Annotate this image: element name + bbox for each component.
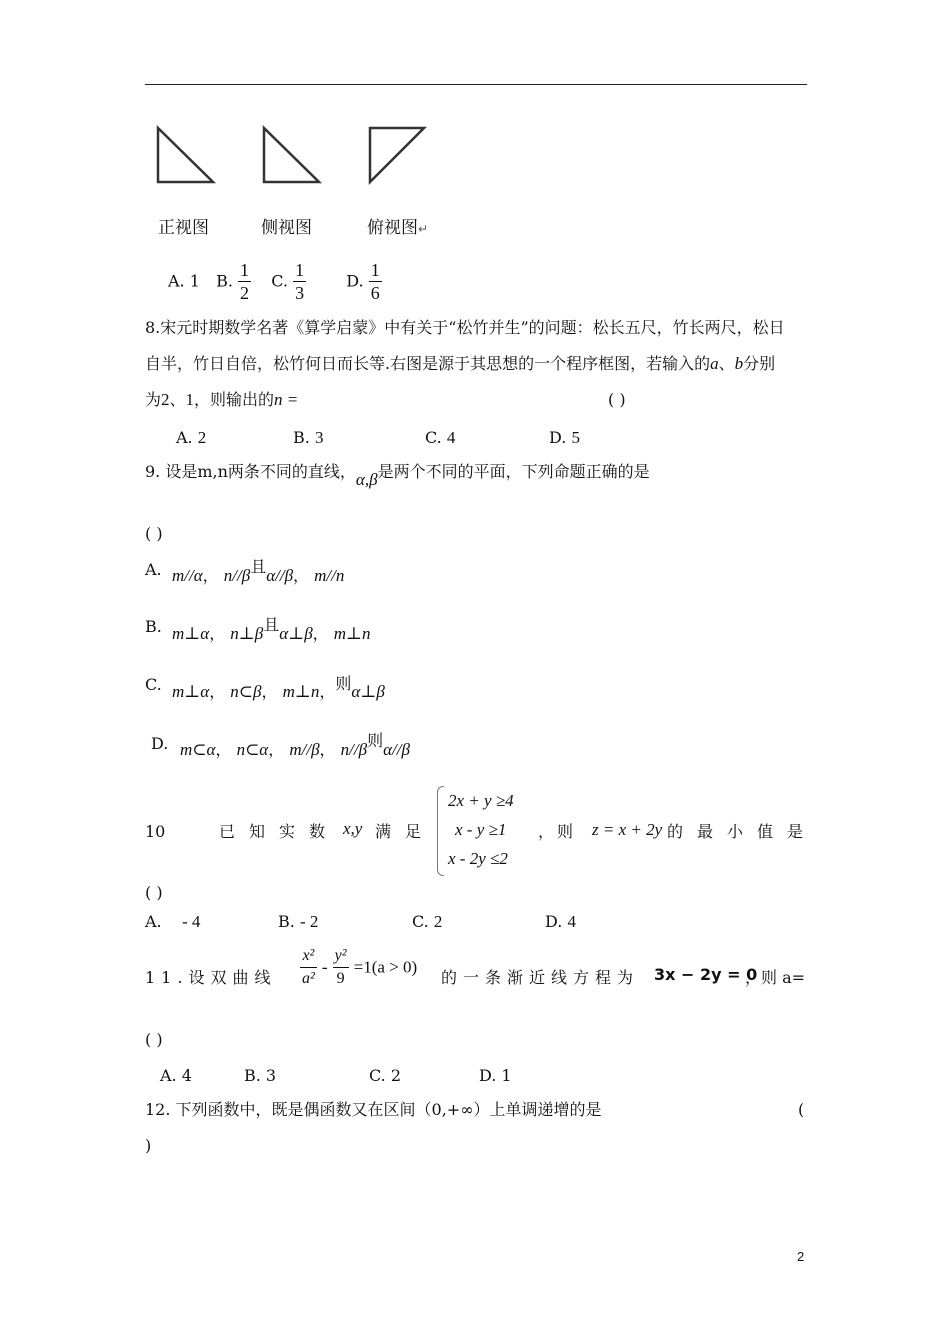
- q8-option-a: A. 2: [176, 428, 207, 447]
- q11-stem-a: 11.设双曲线: [145, 968, 277, 987]
- q10-option-c: C. 2: [412, 912, 443, 931]
- q8-answer-paren: ( ): [608, 390, 626, 409]
- q7-option-b-fraction: $\frac{1}{2}$: [240, 260, 250, 303]
- page-number: 2: [797, 1249, 805, 1264]
- q9-stem: 9. 设是m,n两条不同的直线，α,β是两个不同的平面，下列命题正确的是: [145, 462, 650, 489]
- front-view-triangle: [158, 128, 213, 182]
- q10-text-c: 则: [557, 822, 574, 841]
- q10-vars: x,y: [343, 819, 363, 838]
- q10-text-b: 满足: [375, 822, 436, 841]
- q9-option-b-label: B.: [145, 617, 162, 636]
- q11-stem-b: 的一条渐近线方程为: [441, 968, 640, 987]
- q10-inequality-2: x - y ≥1: [455, 820, 507, 839]
- q12-paren-open: (: [798, 1100, 805, 1119]
- q11-option-a: A. 4: [160, 1066, 192, 1085]
- q8-line-1: 8.宋元时期数学名著《算学启蒙》中有关于“松竹并生”的问题：松长五尺，竹长两尺，松日: [145, 318, 785, 337]
- q11-option-d: D. 1: [479, 1066, 512, 1085]
- q11-asymptote: 3x − 2y = 0: [654, 965, 758, 984]
- q12-paren-close: ): [145, 1136, 152, 1155]
- q10-inequality-3: x - 2y ≤2: [448, 849, 508, 868]
- q7-option-b-label: B.: [216, 271, 233, 291]
- q10-option-d: D. 4: [545, 912, 576, 931]
- q9-option-d: m⊂α， n⊂α， m//β， n//β则α//β: [180, 731, 410, 759]
- q11-stem-c: ，则 a=: [745, 968, 806, 987]
- return-mark: ↵: [418, 222, 429, 236]
- q8-option-d: D. 5: [549, 428, 580, 447]
- q9-option-c: m⊥α， n⊂β， m⊥n，则α⊥β: [172, 674, 385, 701]
- q8-line-2: 自半，竹日自倍，松竹何日而长等.右图是源于其思想的一个程序框图，若输入的a、b分别: [145, 354, 776, 373]
- q10-inequality-1: 2x + y ≥4: [448, 791, 514, 810]
- q9-option-a: m//α， n//β且α//β， m//n: [172, 557, 345, 585]
- q9-option-b: m⊥α， n⊥β且α⊥β， m⊥n: [172, 615, 371, 643]
- q9-answer-paren: ( ): [145, 524, 163, 543]
- q11-option-b: B. 3: [244, 1066, 277, 1085]
- q11-equation: $\frac{\text{x²}}{\text{a²}}$ - $\frac{\text{y²}}{9}$ =1(a > 0): [300, 945, 417, 990]
- q8-option-b: B. 3: [293, 428, 324, 447]
- top-view-triangle: [370, 128, 424, 182]
- q10-comma: ，: [538, 822, 555, 841]
- q10-option-b: B. - 2: [278, 912, 319, 931]
- q10-option-a: A. - 4: [145, 912, 201, 931]
- side-view-triangle: [264, 128, 319, 182]
- system-brace: [437, 786, 444, 876]
- q7-option-c-label: C.: [271, 271, 288, 291]
- q10-answer-paren: ( ): [145, 883, 163, 902]
- q10-objective: z = x + 2y: [592, 820, 663, 839]
- q8-line-3: 为2、1，则输出的n =: [145, 390, 299, 409]
- q10-number: 10: [145, 822, 166, 841]
- q7-option-a: A. 1: [168, 271, 200, 291]
- q7-option-c-fraction: $\frac{1}{3}$: [295, 260, 305, 303]
- front-view-label: 正视图: [158, 218, 209, 238]
- header-rule: [145, 84, 807, 85]
- q9-option-d-label: D.: [151, 734, 169, 753]
- q9-option-c-label: C.: [145, 675, 162, 694]
- q12-stem: 12. 下列函数中，既是偶函数又在区间（0,+∞）上单调递增的是: [145, 1100, 602, 1119]
- q7-option-d-label: D.: [346, 271, 364, 291]
- q11-answer-paren: ( ): [145, 1030, 163, 1049]
- top-view-label: 俯视图↵: [367, 218, 429, 238]
- q7-option-d-fraction: $\frac{1}{6}$: [370, 260, 380, 303]
- q10-text-a: 已知实数: [219, 822, 340, 841]
- three-view-figure: [150, 120, 440, 190]
- q10-text-d: 的最小值是: [667, 822, 818, 841]
- q11-option-c: C. 2: [369, 1066, 402, 1085]
- q9-option-a-label: A.: [145, 560, 162, 579]
- q8-option-c: C. 4: [425, 428, 456, 447]
- q7-options: [168, 259, 382, 304]
- side-view-label: 侧视图: [261, 218, 312, 238]
